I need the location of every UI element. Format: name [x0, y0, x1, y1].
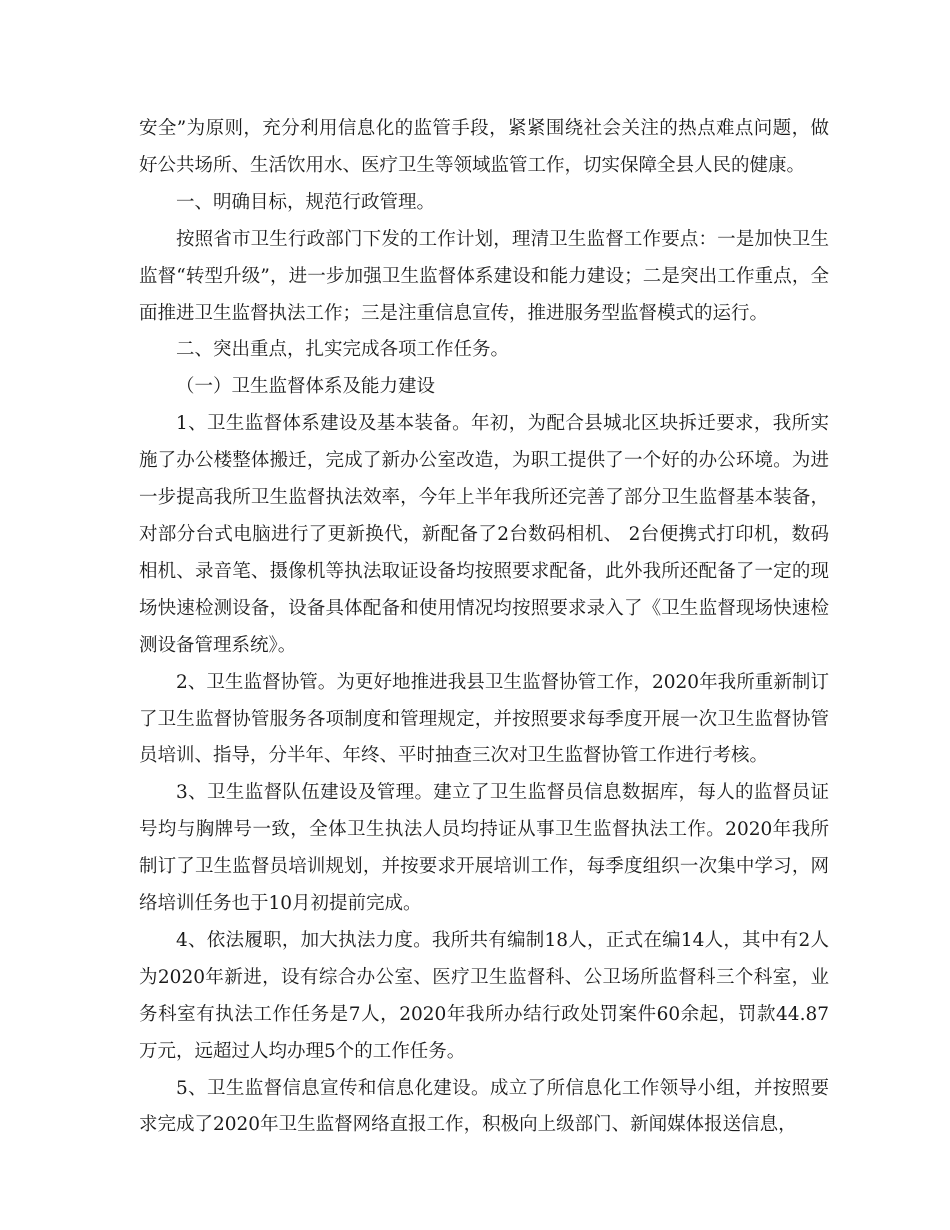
subsection-heading-1: （一）卫生监督体系及能力建设 — [176, 376, 436, 398]
section-heading-2: 二、突出重点，扎实完成各项工作任务。 — [176, 339, 510, 361]
paragraph-item-3: 3、卫生监督队伍建设及管理。建立了卫生监督员信息数据库，每人的监督员证号均与胸牌号一致，全体卫生执法人员均持证从事卫生监督执法工作。2020年我所制订了卫生监督员培训规划，并按要求开展培训工作，每季度组织一次集中学习，网络培训任务也于10月初提前完成。 — [139, 782, 829, 915]
section-heading-1: 一、明确目标，规范行政管理。 — [176, 191, 436, 213]
paragraph-item-1: 1、卫生监督体系建设及基本装备。年初，为配合县城北区块拆迁要求，我所实施了办公楼整体搬迁，完成了新办公室改造，为职工提供了一个好的办公环境。为进一步提高我所卫生监督执法效率，今年上半年我所还完善了部分卫生监督基本装备，对部分台式电脑进行了更新换代，新配备了2台数码相机、 2台便携式打印机，数码相机、录音笔、摄像机等执法取证设备均按照要求配备，此外我所还配备了一定的现场快速检测设备，设备具体配备和使用情况均按照要求录入了《卫生监督现场快速检测设备管理系统》。 — [139, 413, 829, 656]
paragraph-item-5: 5、卫生监督信息宣传和信息化建设。成立了所信息化工作领导小组，并按照要求完成了2020年卫生监督网络直报工作，积极向上级部门、新闻媒体报送信息， — [139, 1077, 829, 1136]
paragraph-work-plan: 按照省市卫生行政部门下发的工作计划，理清卫生监督工作要点：一是加快卫生监督“转型升级”，进一步加强卫生监督体系建设和能力建设；二是突出工作重点，全面推进卫生监督执法工作；三是注重信息宣传，推进服务型监督模式的运行。 — [139, 228, 829, 324]
paragraph-item-4: 4、依法履职，加大执法力度。我所共有编制18人，正式在编14人，其中有2人为2020年新进，设有综合办公室、医疗卫生监督科、公卫场所监督科三个科室，业务科室有执法工作任务是7人，2020年我所办结行政处罚案件60余起，罚款44.87万元，远超过人均办理5个的工作任务。 — [139, 929, 829, 1062]
paragraph-item-2: 2、卫生监督协管。为更好地推进我县卫生监督协管工作，2020年我所重新制订了卫生监督协管服务各项制度和管理规定，并按照要求每季度开展一次卫生监督协管员培训、指导，分半年、年终、平时抽查三次对卫生监督协管工作进行考核。 — [139, 671, 829, 767]
document-body — [139, 111, 829, 1144]
paragraph-intro: 安全”为原则，充分利用信息化的监管手段，紧紧围绕社会关注的热点难点问题，做好公共场所、生活饮用水、医疗卫生等领域监管工作，切实保障全县人民的健康。 — [139, 118, 829, 176]
